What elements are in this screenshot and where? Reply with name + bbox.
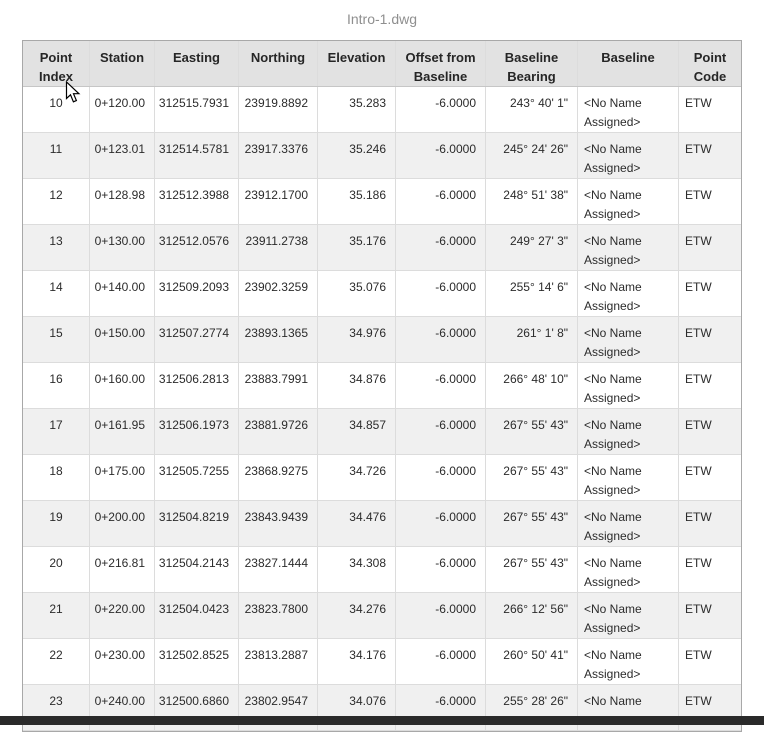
cell-station: 0+150.00 [90, 317, 155, 362]
table-row [23, 455, 741, 501]
cell-northing: 23893.1365 [239, 317, 318, 362]
cell-elevation: 35.186 [318, 179, 396, 224]
cell-northing: 23919.8892 [239, 87, 318, 132]
header-point-code: Point Code [693, 50, 727, 84]
header-elevation: Elevation [318, 41, 396, 86]
cell-point-code: ETW [685, 372, 712, 386]
cell-point-code: ETW [685, 326, 712, 340]
cell-northing: 23881.9726 [239, 409, 318, 454]
cell-elevation: 35.246 [318, 133, 396, 178]
cell-baseline-name: <No Name Assigned> [578, 409, 679, 454]
cell-elevation: 34.076 [318, 685, 396, 730]
cell-baseline-name: <No Name Assigned> [578, 639, 679, 684]
cell-baseline-name: <No Name Assigned> [578, 363, 679, 408]
cell-station: 0+123.01 [90, 133, 155, 178]
cell-easting: 312505.7255 [155, 455, 239, 500]
cell-point-code: ETW [685, 188, 712, 202]
cell-point-code: ETW [685, 556, 712, 570]
cell-point-code: ETW [685, 234, 712, 248]
cell-baseline-name: <No Name Assigned> [578, 271, 679, 316]
cell-elevation: 34.276 [318, 593, 396, 638]
cell-baseline-bearing: 248° 51' 38" [486, 179, 578, 224]
cell-station: 0+120.00 [90, 87, 155, 132]
cell-station: 0+160.00 [90, 363, 155, 408]
cell-easting: 312506.2813 [155, 363, 239, 408]
cell-point-code: ETW [685, 510, 712, 524]
cell-station: 0+140.00 [90, 271, 155, 316]
header-station: Station [90, 41, 155, 86]
cell-easting: 312504.0423 [155, 593, 239, 638]
cell-offset-from-baseline: -6.0000 [396, 685, 486, 730]
cell-point-code: ETW [685, 142, 712, 156]
header-offset-from-baseline: Offset from Baseline [396, 41, 486, 86]
cell-point-index: 19 [23, 501, 90, 546]
cell-northing: 23868.9275 [239, 455, 318, 500]
cell-baseline-bearing: 255° 14' 6" [486, 271, 578, 316]
cell-elevation: 34.176 [318, 639, 396, 684]
cell-northing: 23802.9547 [239, 685, 318, 730]
cell-offset-from-baseline: -6.0000 [396, 547, 486, 592]
table-header-row [23, 41, 741, 87]
cell-station: 0+220.00 [90, 593, 155, 638]
cell-elevation: 35.283 [318, 87, 396, 132]
cell-northing: 23843.9439 [239, 501, 318, 546]
cell-offset-from-baseline: -6.0000 [396, 639, 486, 684]
cell-station: 0+175.00 [90, 455, 155, 500]
cell-offset-from-baseline: -6.0000 [396, 225, 486, 270]
cell-northing: 23827.1444 [239, 547, 318, 592]
cell-point-index: 12 [23, 179, 90, 224]
cell-elevation: 35.176 [318, 225, 396, 270]
cell-offset-from-baseline: -6.0000 [396, 501, 486, 546]
cell-baseline-name: <No Name Assigned> [578, 593, 679, 638]
cell-easting: 312509.2093 [155, 271, 239, 316]
cell-point-index: 11 [23, 133, 90, 178]
cell-elevation: 34.876 [318, 363, 396, 408]
table-body [23, 87, 741, 731]
cell-easting: 312504.8219 [155, 501, 239, 546]
table-row [23, 547, 741, 593]
cell-easting: 312506.1973 [155, 409, 239, 454]
cell-station: 0+200.00 [90, 501, 155, 546]
cell-elevation: 34.976 [318, 317, 396, 362]
cell-baseline-bearing: 267° 55' 43" [486, 547, 578, 592]
table-row [23, 317, 741, 363]
cell-point-index: 18 [23, 455, 90, 500]
cell-station: 0+130.00 [90, 225, 155, 270]
cell-point-index: 10 [23, 87, 90, 132]
cell-baseline-name: <No Name Assigned> [578, 317, 679, 362]
cell-offset-from-baseline: -6.0000 [396, 455, 486, 500]
cell-baseline-name: <No Name Assigned> [578, 179, 679, 224]
header-baseline: Baseline [578, 41, 679, 86]
cell-baseline-bearing: 267° 55' 43" [486, 455, 578, 500]
cell-point-index: 20 [23, 547, 90, 592]
cell-northing: 23911.2738 [239, 225, 318, 270]
cell-station: 0+216.81 [90, 547, 155, 592]
table-row [23, 87, 741, 133]
cell-baseline-bearing: 255° 28' 26" [486, 685, 578, 730]
header-baseline-bearing: Baseline Bearing [486, 41, 578, 86]
cell-easting: 312514.5781 [155, 133, 239, 178]
table-row [23, 409, 741, 455]
cell-point-index: 23 [23, 685, 90, 730]
bottom-bar [0, 716, 764, 725]
cell-point-code: ETW [685, 602, 712, 616]
page-title: Intro-1.dwg [346, 11, 418, 27]
cell-offset-from-baseline: -6.0000 [396, 409, 486, 454]
cell-baseline-bearing: 260° 50' 41" [486, 639, 578, 684]
cell-point-code: ETW [685, 418, 712, 432]
header-point-index: Point Index [23, 41, 90, 86]
cell-offset-from-baseline: -6.0000 [396, 179, 486, 224]
cell-baseline-bearing: 266° 48' 10" [486, 363, 578, 408]
table-row [23, 133, 741, 179]
cell-baseline-bearing: 245° 24' 26" [486, 133, 578, 178]
cell-point-code: ETW [685, 694, 712, 708]
cell-easting: 312500.6860 [155, 685, 239, 730]
cell-easting: 312502.8525 [155, 639, 239, 684]
table-row [23, 271, 741, 317]
cell-baseline-name: <No Name Assigned> [578, 87, 679, 132]
cell-offset-from-baseline: -6.0000 [396, 87, 486, 132]
table-row [23, 179, 741, 225]
cell-northing: 23813.2887 [239, 639, 318, 684]
cell-elevation: 34.857 [318, 409, 396, 454]
table-row [23, 225, 741, 271]
cell-offset-from-baseline: -6.0000 [396, 133, 486, 178]
cell-point-index: 17 [23, 409, 90, 454]
cell-elevation: 34.308 [318, 547, 396, 592]
cell-easting: 312504.2143 [155, 547, 239, 592]
cell-offset-from-baseline: -6.0000 [396, 593, 486, 638]
cell-baseline-bearing: 266° 12' 56" [486, 593, 578, 638]
cell-northing: 23823.7800 [239, 593, 318, 638]
cell-baseline-name: <No Name [578, 685, 679, 730]
cell-station: 0+240.00 [90, 685, 155, 730]
table-row [23, 639, 741, 685]
cell-offset-from-baseline: -6.0000 [396, 317, 486, 362]
cell-easting: 312512.0576 [155, 225, 239, 270]
cell-northing: 23917.3376 [239, 133, 318, 178]
cell-offset-from-baseline: -6.0000 [396, 363, 486, 408]
cell-baseline-bearing: 261° 1' 8" [486, 317, 578, 362]
cell-point-code: ETW [685, 648, 712, 662]
cell-station: 0+230.00 [90, 639, 155, 684]
cell-baseline-name: <No Name Assigned> [578, 501, 679, 546]
cell-offset-from-baseline: -6.0000 [396, 271, 486, 316]
cell-point-index: 22 [23, 639, 90, 684]
table-row [23, 501, 741, 547]
cell-baseline-name: <No Name Assigned> [578, 225, 679, 270]
table-row [23, 363, 741, 409]
cell-northing: 23912.1700 [239, 179, 318, 224]
cell-point-index: 15 [23, 317, 90, 362]
header-easting: Easting [155, 41, 239, 86]
cell-point-index: 16 [23, 363, 90, 408]
cell-station: 0+128.98 [90, 179, 155, 224]
cell-point-code: ETW [685, 96, 712, 110]
cell-station: 0+161.95 [90, 409, 155, 454]
cell-elevation: 35.076 [318, 271, 396, 316]
cell-easting: 312512.3988 [155, 179, 239, 224]
mouse-cursor-icon [65, 81, 81, 105]
cell-point-code: ETW [685, 464, 712, 478]
cell-baseline-name: <No Name Assigned> [578, 455, 679, 500]
cell-point-index: 13 [23, 225, 90, 270]
cell-baseline-bearing: 243° 40' 1" [486, 87, 578, 132]
cell-elevation: 34.726 [318, 455, 396, 500]
cell-baseline-bearing: 249° 27' 3" [486, 225, 578, 270]
points-table [22, 40, 742, 732]
cell-easting: 312515.7931 [155, 87, 239, 132]
cell-elevation: 34.476 [318, 501, 396, 546]
table-row [23, 593, 741, 639]
cell-northing: 23902.3259 [239, 271, 318, 316]
cell-point-index: 14 [23, 271, 90, 316]
cell-point-code: ETW [685, 280, 712, 294]
cell-baseline-bearing: 267° 55' 43" [486, 501, 578, 546]
cell-baseline-bearing: 267° 55' 43" [486, 409, 578, 454]
cell-point-index: 21 [23, 593, 90, 638]
cell-easting: 312507.2774 [155, 317, 239, 362]
cell-baseline-name: <No Name Assigned> [578, 547, 679, 592]
header-northing: Northing [239, 41, 318, 86]
cell-baseline-name: <No Name Assigned> [578, 133, 679, 178]
cell-northing: 23883.7991 [239, 363, 318, 408]
